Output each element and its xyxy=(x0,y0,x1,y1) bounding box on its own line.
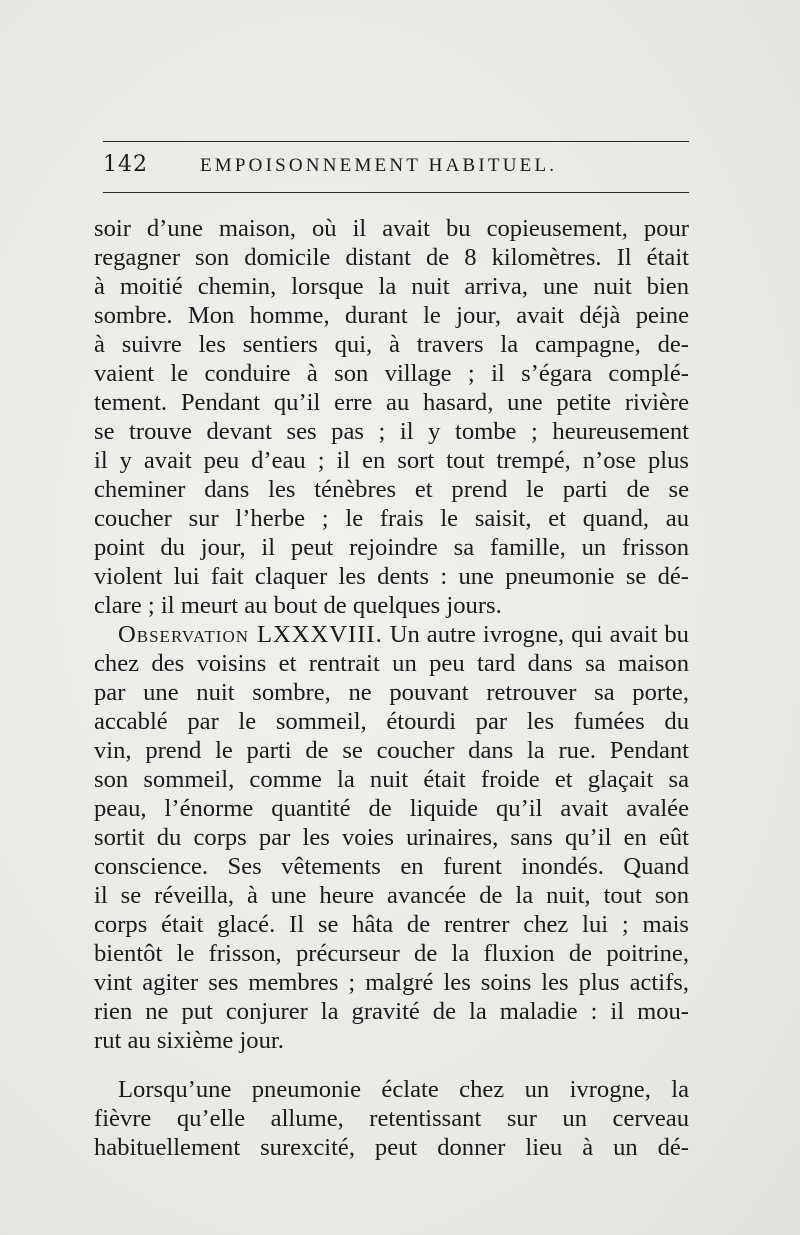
text-line: à moitié chemin, lorsque la nuit arriva, une nuit bien xyxy=(94,273,689,300)
text-line: sortit du corps par les voies urinaires, sans qu’il en eût xyxy=(94,824,689,851)
text-line: rut au sixième jour. xyxy=(94,1027,284,1054)
observation-label: Observation LXXXVIII. xyxy=(118,621,383,648)
text-line: regagner son domicile distant de 8 kilomètres. Il était xyxy=(94,244,689,271)
text-line: conscience. Ses vêtements en furent inondés. Quand xyxy=(94,853,689,880)
running-title: EMPOISONNEMENT HABITUEL. xyxy=(200,155,558,176)
text-line: vint agiter ses membres ; malgré les soins les plus actifs, xyxy=(94,969,689,996)
text-line: rien ne put conjurer la gravité de la maladie : il mou- xyxy=(94,998,689,1025)
text-line: clare ; il meurt au bout de quelques jours. xyxy=(94,592,502,619)
body-text xyxy=(94,214,689,1162)
text-line: corps était glacé. Il se hâta de rentrer chez lui ; mais xyxy=(94,911,689,938)
paragraph-gap xyxy=(94,1055,689,1075)
text-line: fièvre qu’elle allume, retentissant sur un cerveau xyxy=(94,1105,689,1132)
text-line: accablé par le sommeil, étourdi par les fumées du xyxy=(94,708,689,735)
paragraph-3 xyxy=(94,1075,689,1162)
text-line: peau, l’énorme quantité de liquide qu’il avait avalée xyxy=(94,795,689,822)
text-line: vaient le conduire à son village ; il s’égara complé- xyxy=(94,360,689,387)
text-line: bientôt le frisson, précurseur de la fluxion de poitrine, xyxy=(94,940,689,967)
text-fragment: Un autre ivrogne, qui avait bu xyxy=(382,621,689,648)
text-line: cheminer dans les ténèbres et prend le parti de se xyxy=(94,476,689,503)
text-line: coucher sur l’herbe ; le frais le saisit, et quand, au xyxy=(94,505,689,532)
observation-first-line xyxy=(94,620,689,649)
text-line: violent lui fait claquer les dents : une pneumonie se dé- xyxy=(94,563,689,590)
text-line: se trouve devant ses pas ; il y tombe ; heureusement xyxy=(94,418,689,445)
text-line: chez des voisins et rentrait un peu tard dans sa maison xyxy=(94,650,689,677)
text-line: sombre. Mon homme, durant le jour, avait déjà peine xyxy=(94,302,689,329)
text-line: par une nuit sombre, ne pouvant retrouver sa porte, xyxy=(94,679,689,706)
text-line: à suivre les sentiers qui, à travers la campagne, de- xyxy=(94,331,689,358)
observation-paragraph xyxy=(94,620,689,1055)
text-line: soir d’une maison, où il avait bu copieusement, pour xyxy=(94,215,689,242)
text-line: vin, prend le parti de se coucher dans la rue. Pendant xyxy=(94,737,689,764)
text-line: point du jour, il peut rejoindre sa famille, un frisson xyxy=(94,534,689,561)
header-bottom-rule xyxy=(103,192,689,193)
header-top-rule xyxy=(103,141,689,142)
text-line: son sommeil, comme la nuit était froide et glaçait sa xyxy=(94,766,689,793)
text-line: habituellement surexcité, peut donner lieu à un dé- xyxy=(94,1134,689,1161)
text-line: il y avait peu d’eau ; il en sort tout trempé, n’ose plus xyxy=(94,447,689,474)
text-line: tement. Pendant qu’il erre au hasard, une petite rivière xyxy=(94,389,689,416)
page-number: 142 xyxy=(103,152,148,177)
paragraph-1 xyxy=(94,214,689,620)
text-line: il se réveilla, à une heure avancée de la nuit, tout son xyxy=(94,882,689,909)
text-line: Lorsqu’une pneumonie éclate chez un ivrogne, la xyxy=(118,1076,689,1103)
